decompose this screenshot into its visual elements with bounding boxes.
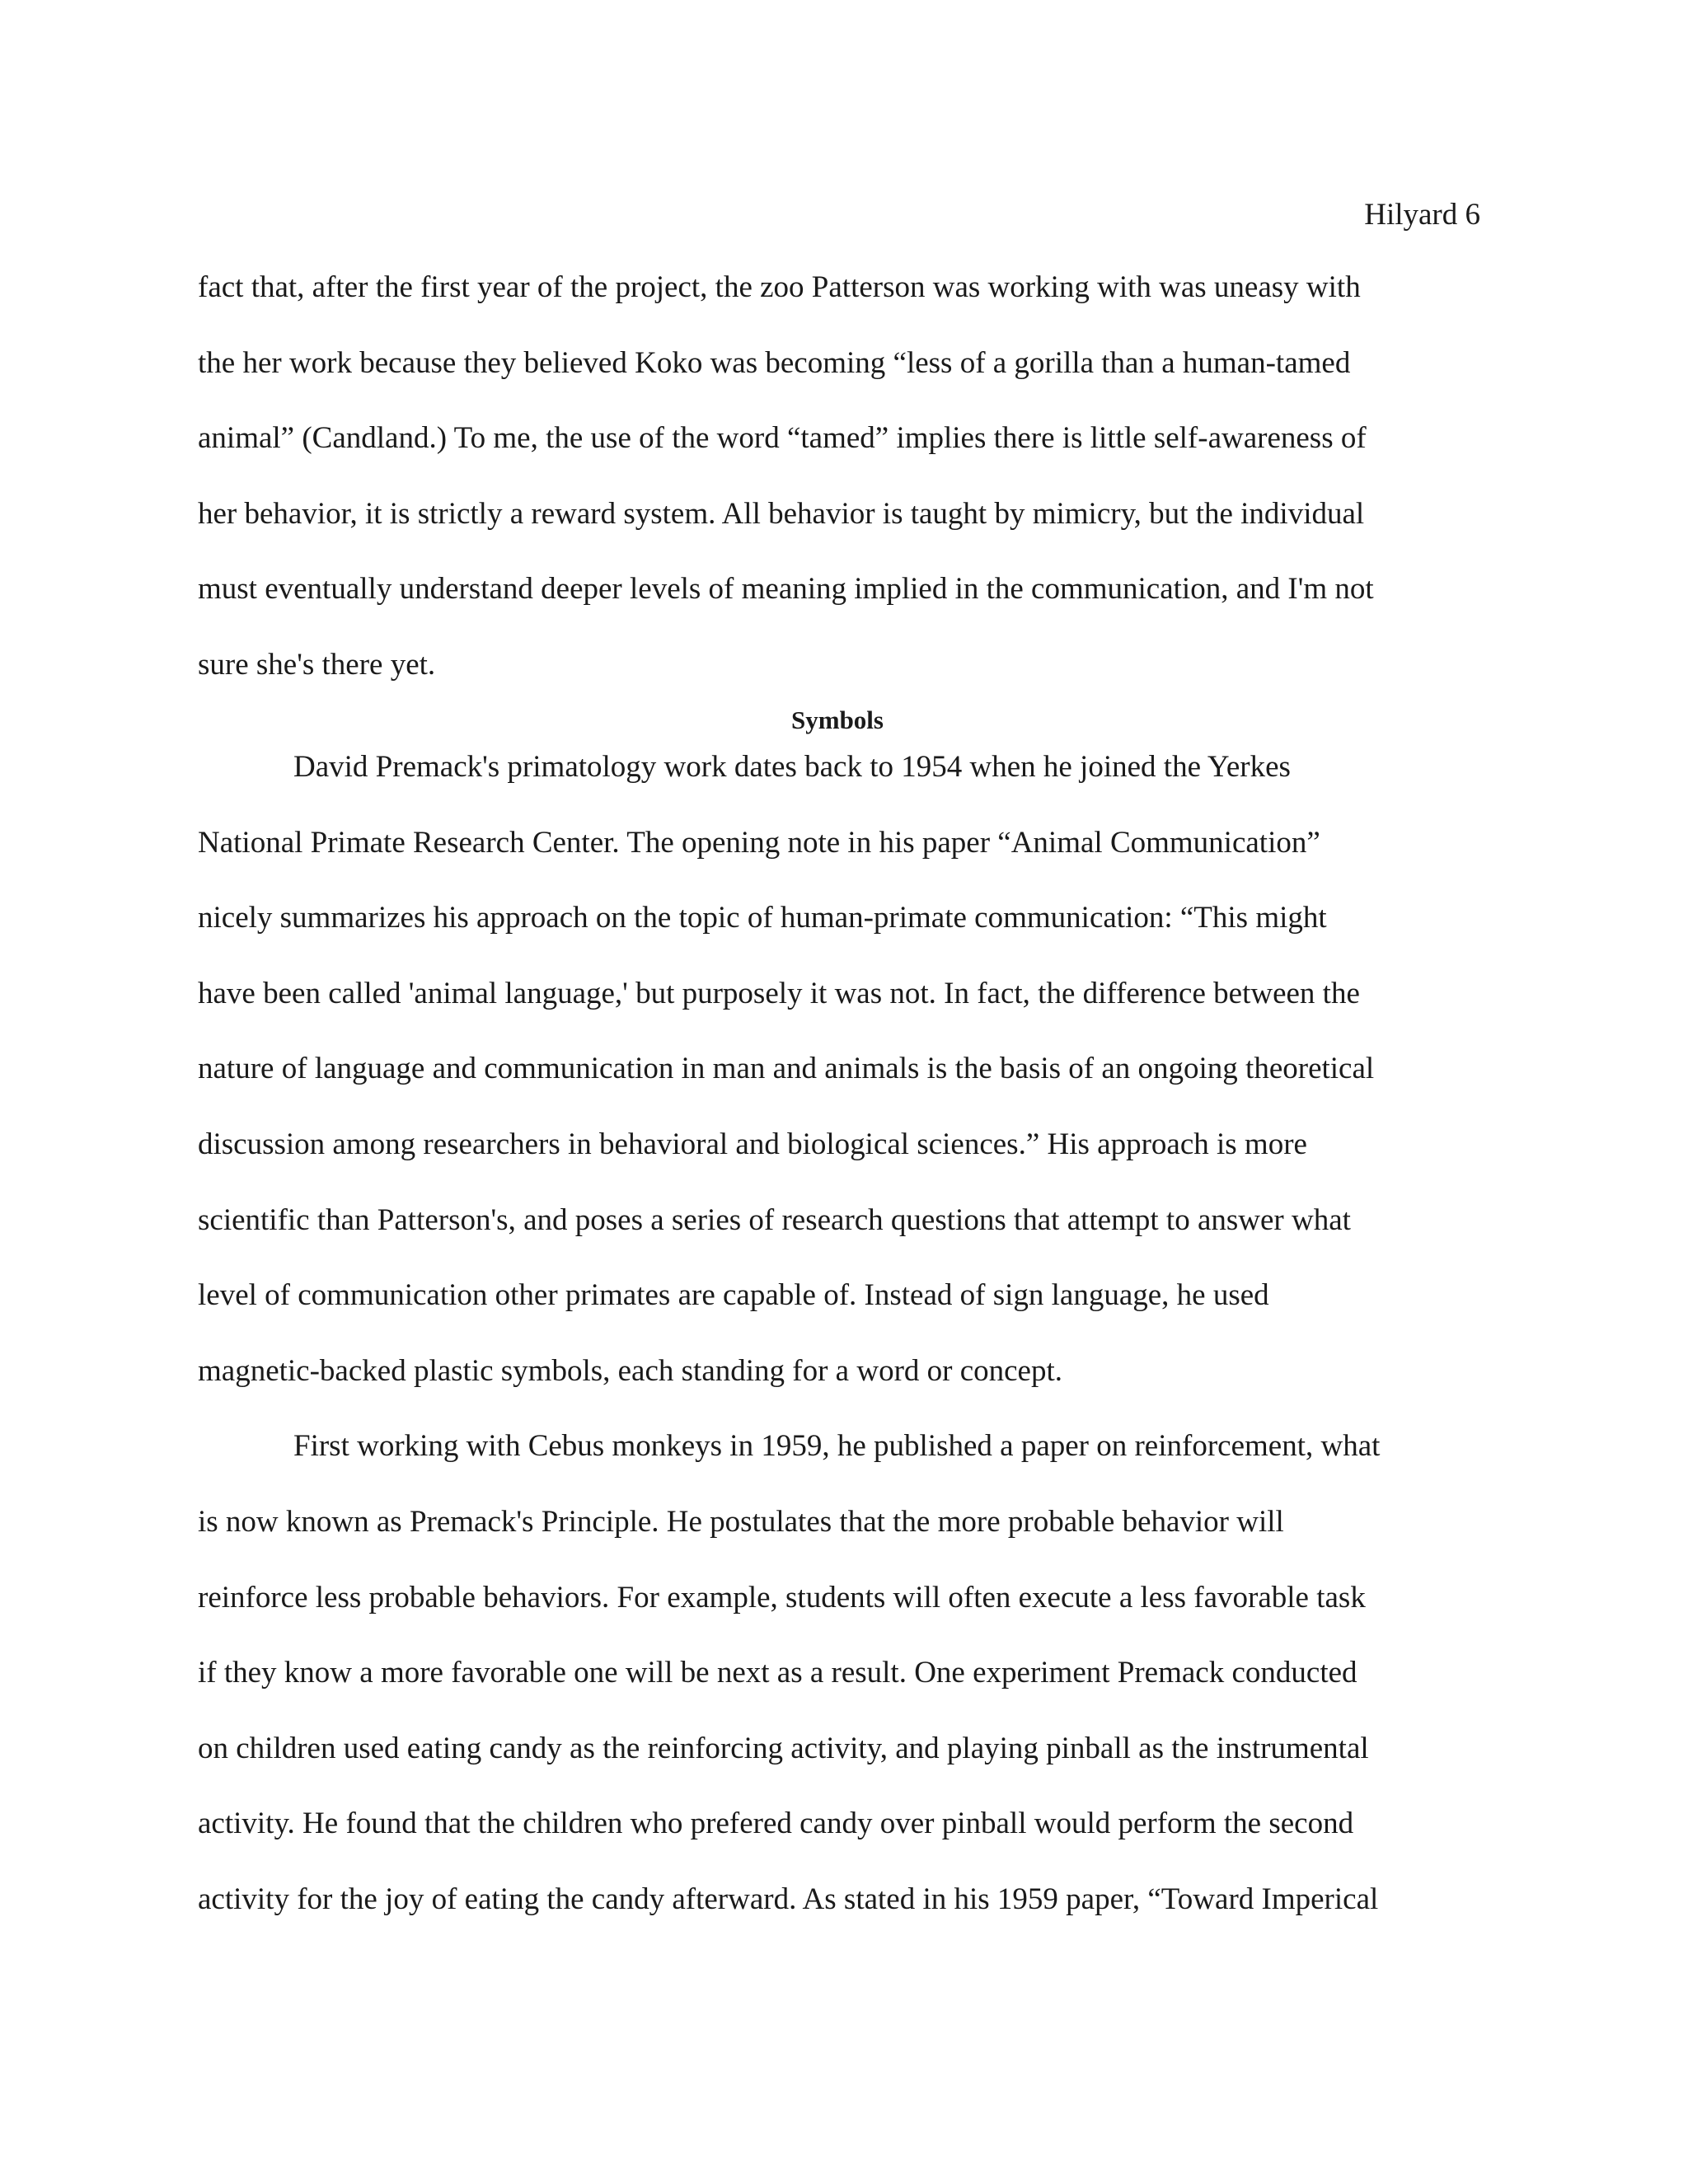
text-line: activity. He found that the children who prefered candy over pinball would perform the second [198, 1807, 1354, 1841]
text-line: the her work because they believed Koko was becoming “less of a gorilla than a human-tamed [198, 345, 1351, 380]
text-line: nature of language and communication in man and animals is the basis of an ongoing theoretical [198, 1052, 1375, 1086]
text-line: fact that, after the first year of the project, the zoo Patterson was working with was uneasy with [198, 270, 1361, 304]
section-heading: Symbols [791, 705, 884, 734]
text-line: must eventually understand deeper levels of meaning implied in the communication, and I'm not [198, 572, 1374, 607]
text-line: activity for the joy of eating the candy afterward. As stated in his 1959 paper, “Toward Imperical [198, 1882, 1379, 1916]
text-line: magnetic-backed plastic symbols, each standing for a word or concept. [198, 1353, 1063, 1388]
paragraph-2 [198, 749, 1477, 1431]
text-line: is now known as Premack's Principle. He postulates that the more probable behavior will [198, 1504, 1284, 1539]
paragraph-3 [198, 1431, 1477, 1959]
body-text [198, 272, 1477, 1959]
text-line: nicely summarizes his approach on the topic of human-primate communication: “This might [198, 901, 1327, 935]
text-line: on children used eating candy as the reinforcing activity, and playing pinball as the instrumental [198, 1731, 1369, 1765]
text-line: sure she's there yet. [198, 647, 436, 682]
text-line: discussion among researchers in behavioral and biological sciences.” His approach is more [198, 1127, 1307, 1161]
text-line: scientific than Patterson's, and poses a series of research questions that attempt to answer what [198, 1202, 1351, 1237]
text-line: level of communication other primates are capable of. Instead of sign language, he used [198, 1278, 1269, 1313]
text-line: First working with Cebus monkeys in 1959, he published a paper on reinforcement, what [293, 1429, 1381, 1464]
text-line: have been called 'animal language,' but purposely it was not. In fact, the difference between the [198, 976, 1360, 1010]
text-line: animal” (Candland.) To me, the use of the word “tamed” implies there is little self-awareness of [198, 421, 1367, 456]
text-line: National Primate Research Center. The opening note in his paper “Animal Communication” [198, 825, 1320, 860]
text-line: reinforce less probable behaviors. For example, students will often execute a less favorable task [198, 1580, 1366, 1615]
text-line: if they know a more favorable one will be next as a result. One experiment Premack conducted [198, 1656, 1357, 1690]
paragraph-1 [198, 272, 1477, 702]
text-line: her behavior, it is strictly a reward system. All behavior is taught by mimicry, but the individual [198, 496, 1365, 531]
text-line: David Premack's primatology work dates back to 1954 when he joined the Yerkes [293, 749, 1291, 784]
running-head: Hilyard 6 [1364, 198, 1480, 232]
